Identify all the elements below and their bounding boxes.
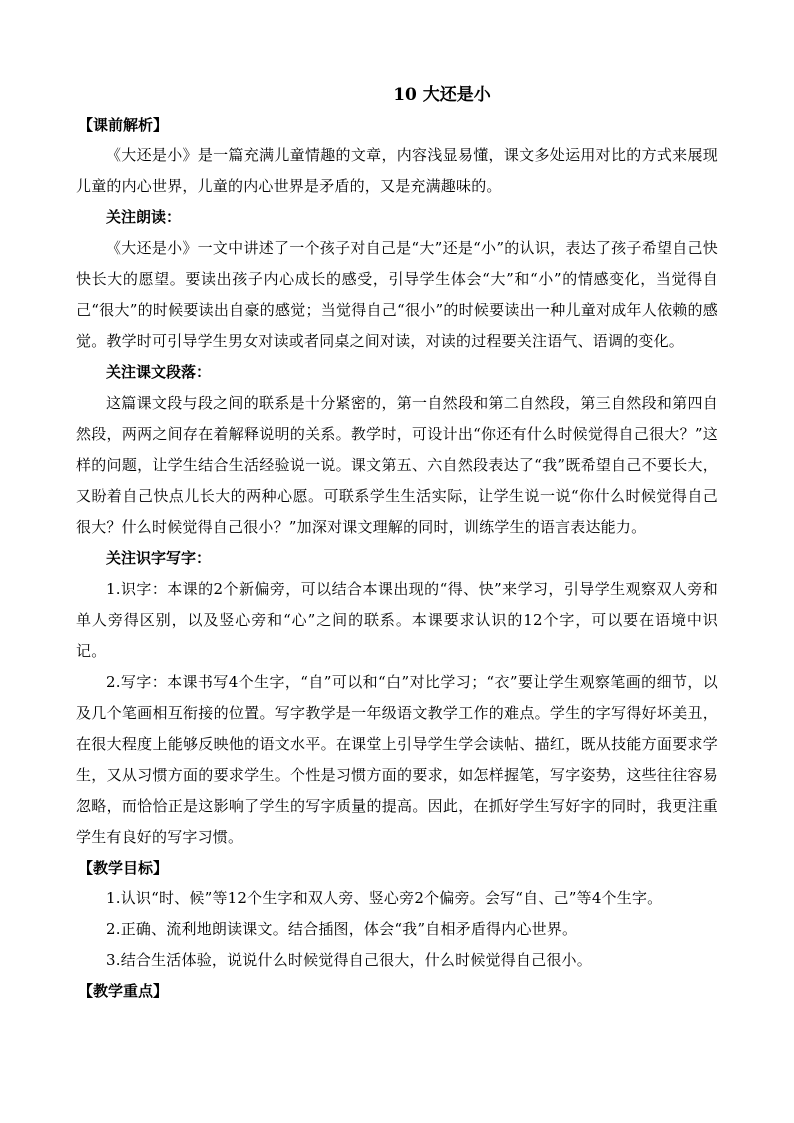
intro-paragraph: 《大还是小》是一篇充满儿童情趣的文章，内容浅显易懂，课文多处运用对比的方式来展现儿童的内心世界，儿童的内心世界是矛盾的，又是充满趣味的。 [76,146,718,195]
paragraphs-paragraph: 这篇课文段与段之间的联系是十分紧密的，第一自然段和第二自然段，第三自然段和第四自然段，两两之间存在着解释说明的关系。教学时，可设计出“你还有什么时候觉得自己很大？”这样的问题，让学生结合生活经验说一说。课文第五、六自然段表达了“我”既希望自己不要长大，又盼着自己快点儿长大的两种心愿。可联系学生生活实际，让学生说一说“你什么时候觉得自己很大？什么时候觉得自己很小？”加深对课文理解的同时，训练学生的语言表达能力。 [76,394,718,536]
subheading-paragraphs: 关注课文段落： [106,363,212,381]
reading-paragraph: 《大还是小》一文中讲述了一个孩子对自己是“大”还是“小”的认识，表达了孩子希望自己快快长大的愿望。要读出孩子内心成长的感受，引导学生体会“大”和“小”的情感变化，当觉得自己“很大”的时候要读出自豪的感觉；当觉得自己“很小”的时候要读出一种儿童对成年人依赖的感觉。教学时可引导学生男女对读或者同桌之间对读，对读的过程要关注语气、语调的变化。 [76,239,718,350]
section-heading-objectives: 【教学目标】 [78,859,169,877]
objective-item-1: 1.认识“时、候”等12个生字和双人旁、竖心旁2个偏旁。会写“自、己”等4个生字。 [106,889,663,907]
page-title: 10 大还是小 [393,85,491,105]
section-heading-key-points: 【教学重点】 [78,982,169,1000]
subheading-characters: 关注识字写字： [106,549,212,567]
characters-item-2: 2.写字：本课书写4个生字，“自”可以和“白”对比学习；“衣”要让学生观察笔画的细节，以及几个笔画相互衔接的位置。写字教学是一年级语文教学工作的难点。学生的字写得好坏美丑，在很大程度上能够反映他的语文水平。在课堂上引导学生学会读帖、描红，既从技能方面要求学生，又从习惯方面的要求学生。个性是习惯方面的要求，如怎样握笔，写字姿势，这些往往容易忽略，而恰恰正是这影响了学生的写字质量的提高。因此，在抓好学生写好字的同时，我更注重学生有良好的写字习惯。 [76,673,718,846]
section-heading-pre-analysis: 【课前解析】 [78,116,169,134]
subheading-reading: 关注朗读： [106,208,182,226]
characters-item-1: 1.识字：本课的2个新偏旁，可以结合本课出现的“得、快”来学习，引导学生观察双人旁和单人旁得区别，以及竖心旁和“心”之间的联系。本课要求认识的12个字，可以要在语境中识记。 [76,580,718,660]
objective-item-2: 2.正确、流利地朗读课文。结合插图，体会“我”自相矛盾得内心世界。 [106,920,578,938]
document-page [76,80,718,1006]
objective-item-3: 3.结合生活体验，说说什么时候觉得自己很大，什么时候觉得自己很小。 [106,951,592,969]
